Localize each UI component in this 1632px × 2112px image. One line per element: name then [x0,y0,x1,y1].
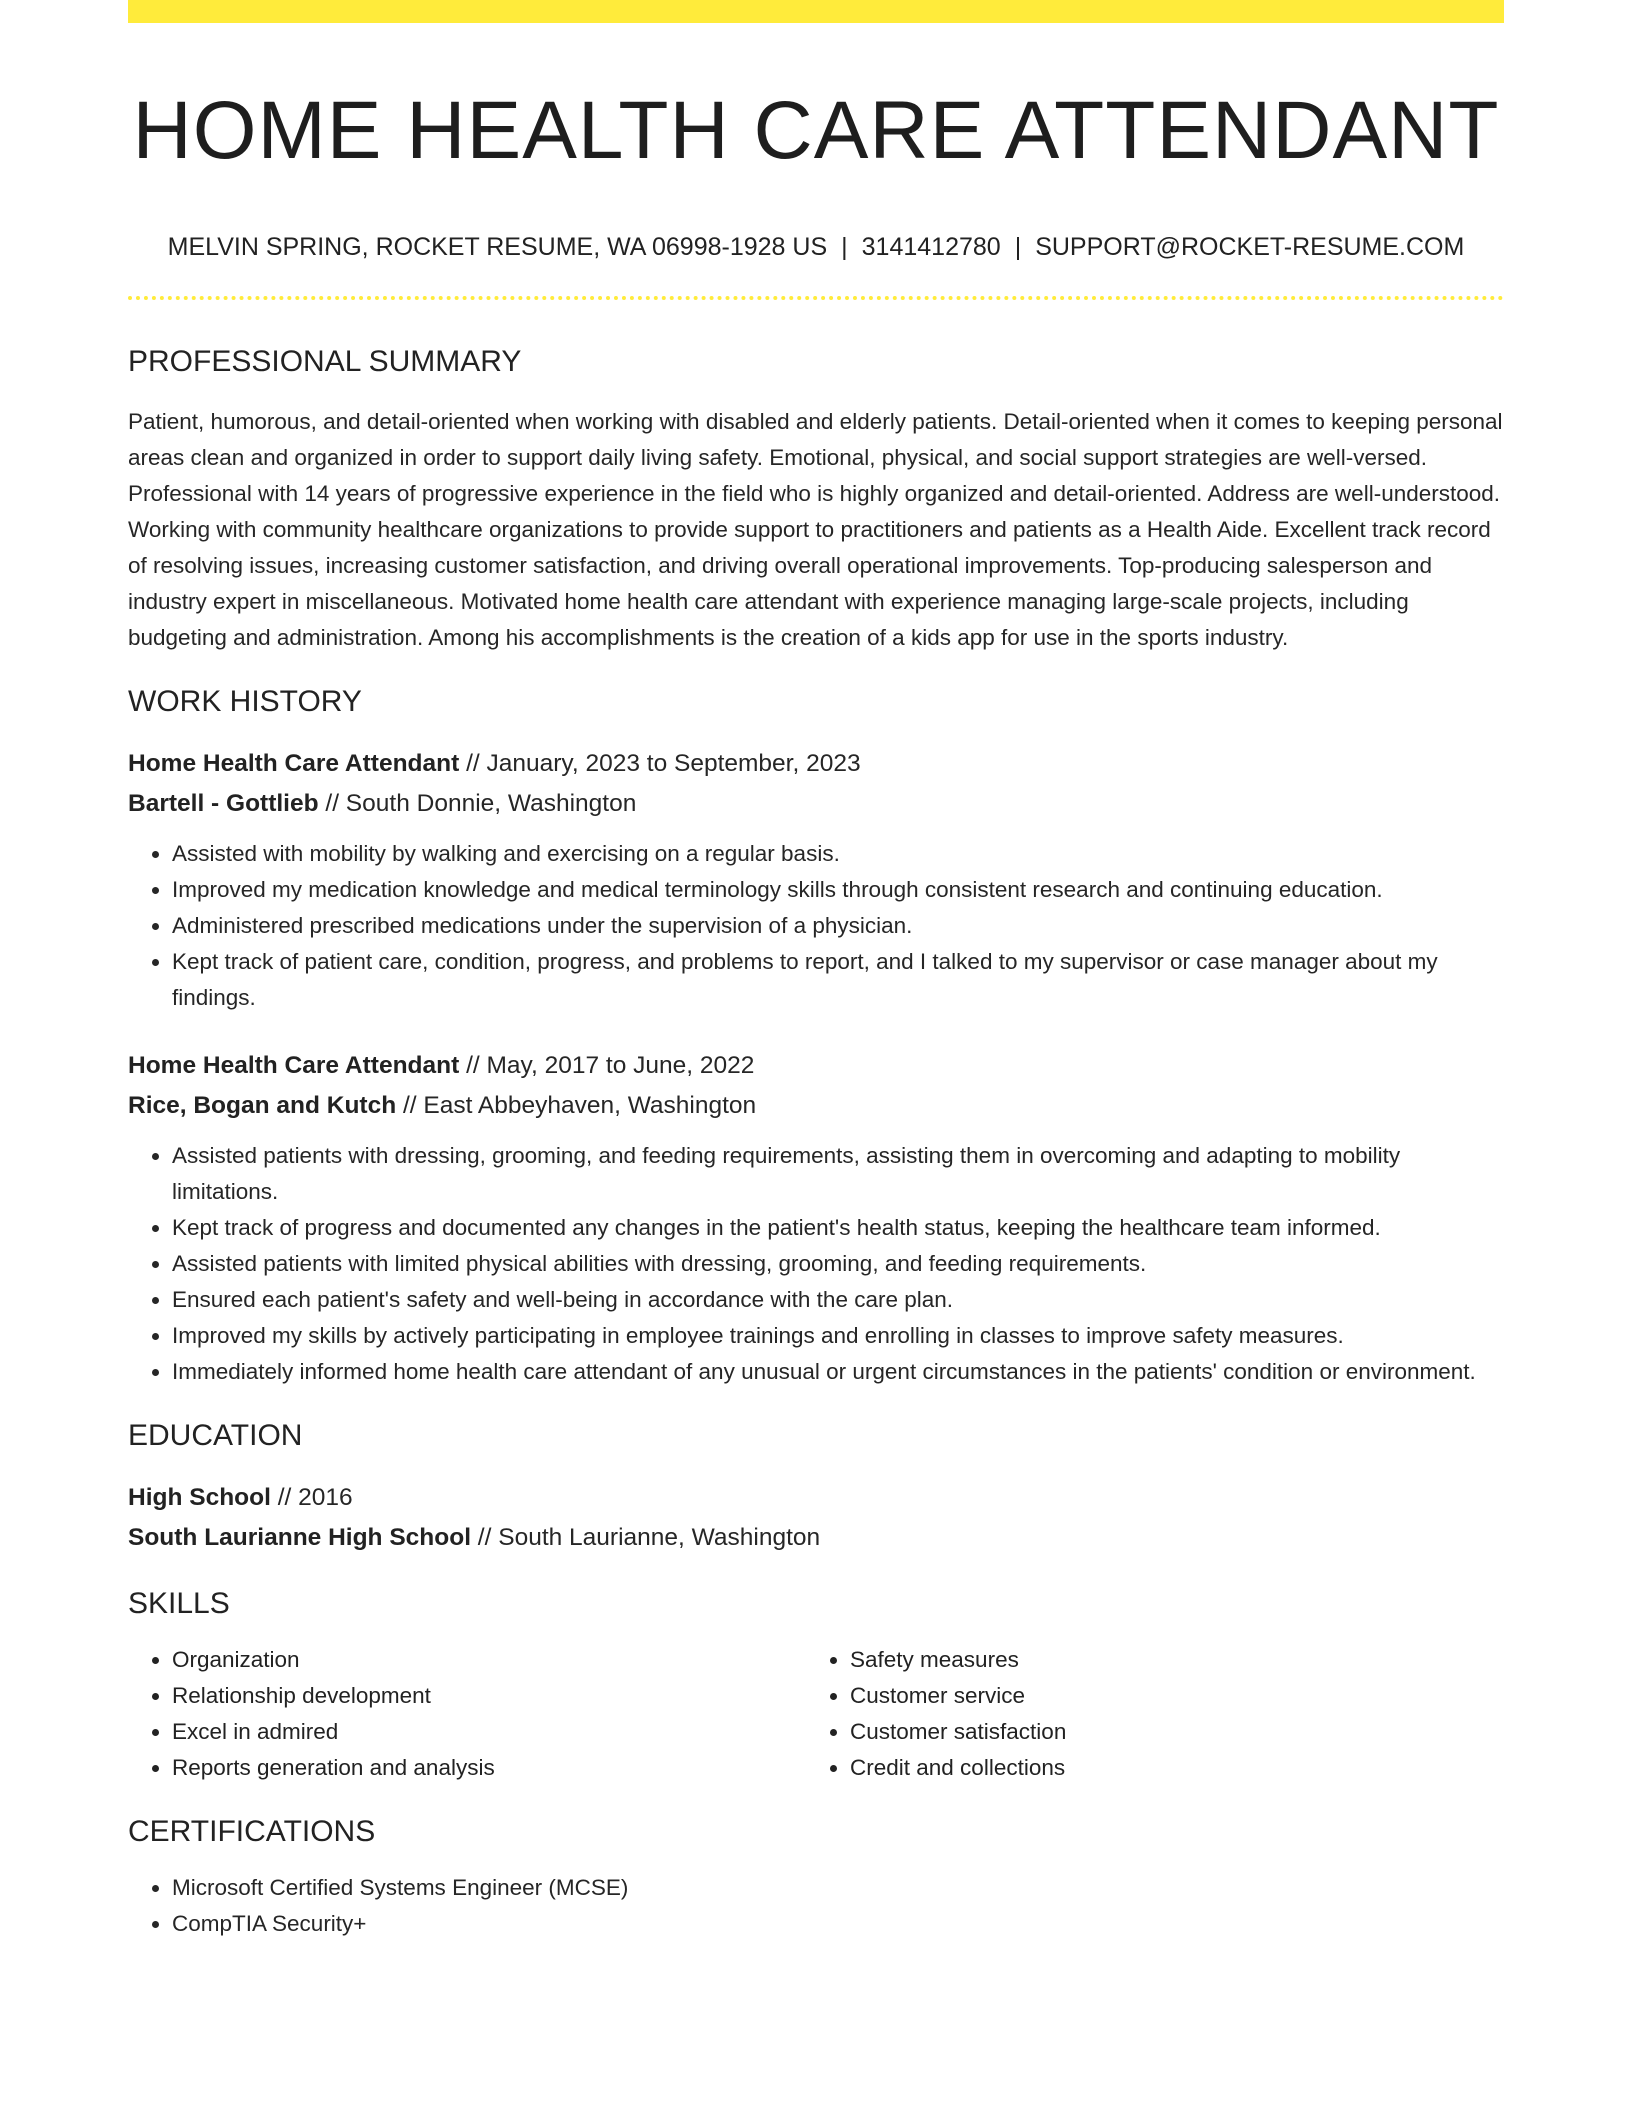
job-title: Home Health Care Attendant [128,749,460,777]
job-bullet: • Assisted with mobility by walking and exercising on a regular basis. [172,836,1504,872]
job-bullet: • Ensured each patient's safety and well-being in accordance with the care plan. [172,1282,1504,1318]
job-title-line [128,744,1504,784]
job-title: Home Health Care Attendant [128,1051,460,1079]
job-employer-line [128,1086,1504,1126]
certification-list [128,1870,1504,1942]
education-degree: High School [128,1483,271,1511]
section-heading: EDUCATION [128,1418,303,1452]
job-title-line [128,1046,1504,1086]
job-bullet: • Administered prescribed medications under the supervision of a physician. [172,908,1504,944]
header-divider [128,296,1504,300]
job-entry [128,1046,1504,1390]
job-list [128,744,1504,1390]
job-employer: Rice, Bogan and Kutch [128,1091,397,1119]
job-bullet: • Kept track of patient care, condition, progress, and problems to report, and I talked to my supervisor or case manager about my findings. [172,944,1504,1016]
certifications-section [128,1814,1504,1942]
job-bullet: • Assisted patients with dressing, grooming, and feeding requirements, assisting them in overcoming and adapting to mobility limitations. [172,1138,1504,1210]
education-school: South Laurianne High School [128,1523,471,1551]
job-employer: Bartell - Gottlieb [128,789,319,817]
skill-item: • Reports generation and analysis [172,1750,806,1786]
education-section [128,1418,1504,1558]
job-bullet-list [128,836,1504,1016]
skill-item: • Customer service [850,1678,1484,1714]
job-bullet-list [128,1138,1504,1390]
job-bullet: • Improved my skills by actively participating in employee trainings and enrolling in classes to improve safety measures. [172,1318,1504,1354]
education-year: // 2016 [270,1483,353,1511]
education-school-line [128,1518,1504,1558]
contact-address: MELVIN SPRING, ROCKET RESUME, WA 06998-1928 US [167,232,828,261]
skills-column-left [128,1642,806,1786]
summary-text: Patient, humorous, and detail-oriented when working with disabled and elderly patients. Detail-oriented when it comes to keeping personal areas clean and organized in order to support daily living safety. Emotional, physical, and social support strategies are well-versed. Professional with 14 years of progressive experience in the field who is highly organized and detail-oriented. Address are well-understood. Working with community healthcare organizations to provide support to practitioners and patients as a Health Aide. Excellent track record of resolving issues, increasing customer satisfaction, and driving overall operational improvements. Top-producing salesperson and industry expert in miscellaneous. Motivated home health care attendant with experience managing large-scale projects, including budgeting and administration. Among his accomplishments is the creation of a kids app for use in the sports industry. [128,408,1503,650]
certification-item: • Microsoft Certified Systems Engineer (MCSE) [172,1870,1504,1906]
skills-grid [128,1642,1504,1786]
job-entry [128,744,1504,1016]
certification-item: • CompTIA Security+ [172,1906,1504,1942]
section-heading: PROFESSIONAL SUMMARY [128,344,522,378]
summary-section [128,344,1504,656]
job-location: // South Donnie, Washington [318,789,637,817]
education-entry [128,1478,1504,1558]
education-location: // South Laurianne, Washington [471,1523,821,1551]
job-dates: // May, 2017 to June, 2022 [459,1051,755,1079]
top-accent-bar [128,0,1504,23]
skill-item: • Excel in admired [172,1714,806,1750]
contact-separator: | [1014,232,1022,261]
skill-item: • Safety measures [850,1642,1484,1678]
skills-column-right [806,1642,1484,1786]
job-bullet: • Immediately informed home health care attendant of any unusual or urgent circumstances in the patients' condition or environment. [172,1354,1504,1390]
contact-line [128,232,1504,262]
contact-email: SUPPORT@ROCKET-RESUME.COM [1035,232,1465,261]
contact-phone: 3141412780 [861,232,1001,261]
job-employer-line [128,784,1504,824]
section-heading: WORK HISTORY [128,684,362,718]
education-degree-line [128,1478,1504,1518]
skill-item: • Credit and collections [850,1750,1484,1786]
resume-page [128,0,1504,1942]
contact-separator: | [841,232,848,261]
skill-item: • Relationship development [172,1678,806,1714]
skill-item: • Customer satisfaction [850,1714,1484,1750]
job-bullet: • Assisted patients with limited physical abilities with dressing, grooming, and feeding requirements. [172,1246,1504,1282]
job-bullet: • Improved my medication knowledge and medical terminology skills through consistent research and continuing education. [172,872,1504,908]
work-history-section [128,684,1504,1390]
job-dates: // January, 2023 to September, 2023 [459,749,861,777]
job-location: // East Abbeyhaven, Washington [396,1091,757,1119]
section-heading: SKILLS [128,1586,230,1620]
skill-item: • Organization [172,1642,806,1678]
skills-section [128,1586,1504,1786]
section-heading: CERTIFICATIONS [128,1814,376,1848]
job-bullet: • Kept track of progress and documented any changes in the patient's health status, keeping the healthcare team informed. [172,1210,1504,1246]
resume-title: HOME HEALTH CARE ATTENDANT [132,85,1500,176]
